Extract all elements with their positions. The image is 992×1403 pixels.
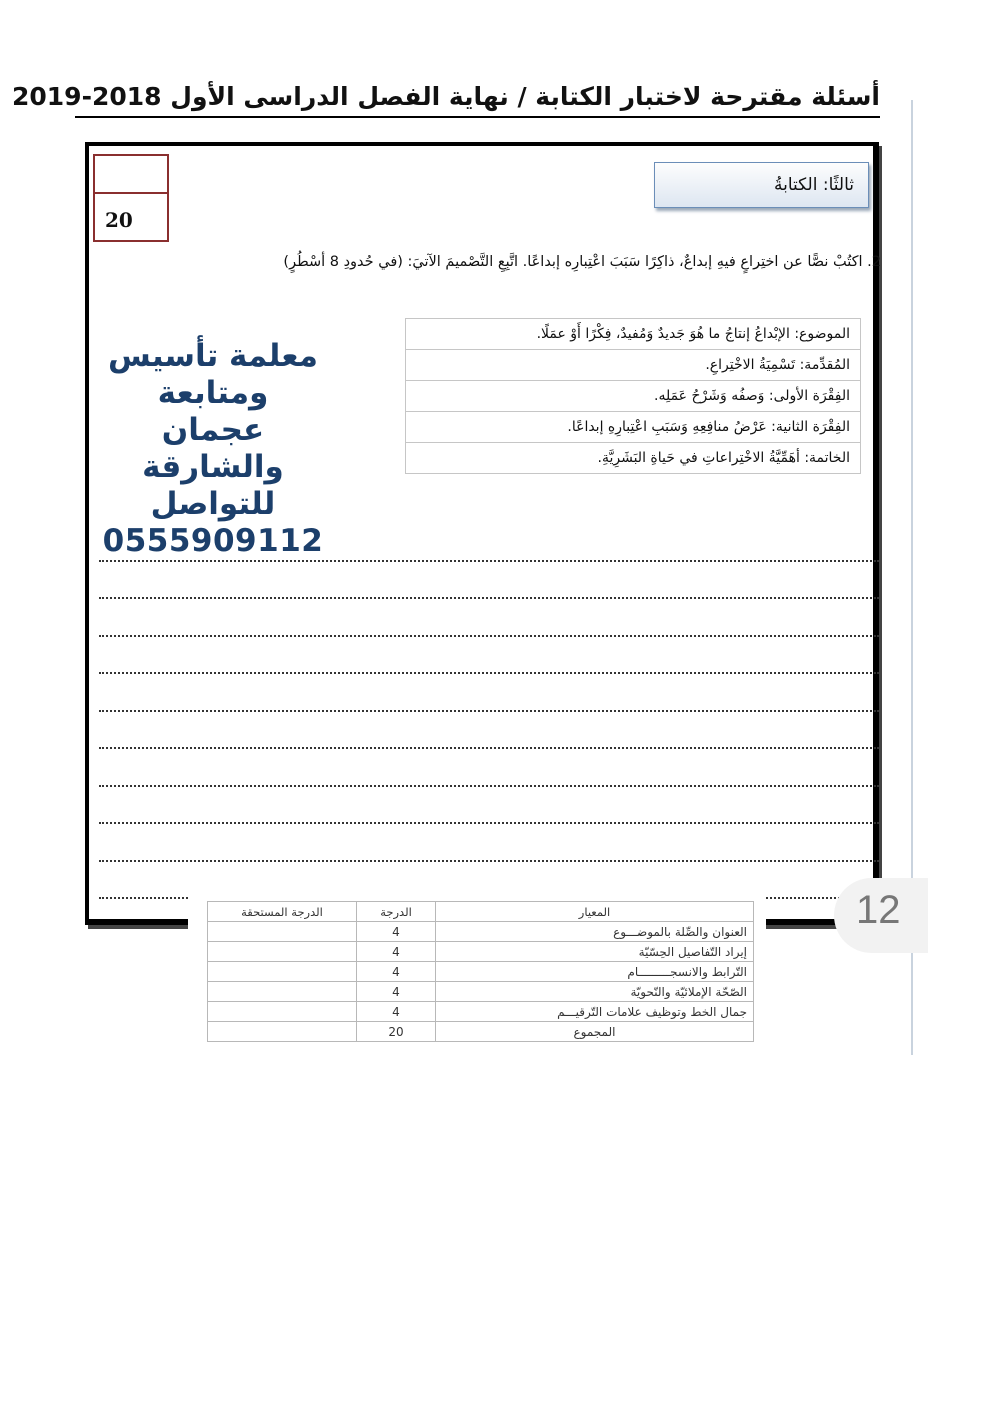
rubric-panel <box>188 884 766 1048</box>
writing-line[interactable] <box>99 824 879 862</box>
ad-line: ومتابعة <box>157 375 269 411</box>
worksheet-scan <box>85 142 879 925</box>
writing-line[interactable] <box>99 787 879 825</box>
rubric-row <box>208 982 754 1002</box>
rubric-earned[interactable] <box>208 942 357 962</box>
score-value: 20 <box>105 208 133 232</box>
rubric-header-criterion: المعيار <box>436 902 754 922</box>
page-number: 12 <box>856 888 901 932</box>
rubric-total-earned[interactable] <box>208 1022 357 1042</box>
rubric-total-label: المجموع <box>436 1022 754 1042</box>
plan-row <box>406 412 861 443</box>
plan-cell: المُقدِّمة: تَسْمِيَةُ الاخْتِراعِ. <box>406 350 861 381</box>
score-box-top <box>95 156 167 194</box>
page-title: أسئلة مقترحة لاختبار الكتابة / نهاية الفصل الدراسى الأول 2018-2019 <box>75 80 880 118</box>
writing-line[interactable] <box>99 524 879 562</box>
rubric-earned[interactable] <box>208 922 357 942</box>
rubric-row <box>208 922 754 942</box>
ad-line: معلمة تأسيس <box>108 338 318 374</box>
rubric-criterion: إيراد التّفاصيل الحِسّيّة <box>436 942 754 962</box>
plan-row <box>406 350 861 381</box>
writing-line[interactable] <box>99 637 879 675</box>
rubric-row <box>208 962 754 982</box>
section-label: ثالثًا: الكتابةُ <box>654 162 869 208</box>
ad-phone: 0555909112 <box>102 523 324 559</box>
ad-line: عجمان والشارقة <box>142 412 284 485</box>
rubric-criterion: التّرابط والانسجـــــــــام <box>436 962 754 982</box>
rubric-criterion: العنوان والصِّلة بالموضـــوع <box>436 922 754 942</box>
writing-lines <box>99 524 879 899</box>
rubric-score: 4 <box>357 1002 436 1022</box>
rubric-total-score: 20 <box>357 1022 436 1042</box>
writing-line[interactable] <box>99 599 879 637</box>
rubric-earned[interactable] <box>208 962 357 982</box>
rubric-header-score: الدرجة <box>357 902 436 922</box>
rubric-criterion: جمال الخط وتوظيف علامات التّرقيـــم <box>436 1002 754 1022</box>
rubric-criterion: الصّحّة الإملائيّة والنّحويّة <box>436 982 754 1002</box>
rubric-row <box>208 1002 754 1022</box>
writing-line[interactable] <box>99 749 879 787</box>
rubric-header-earned: الدرجة المستحقة <box>208 902 357 922</box>
rubric-score: 4 <box>357 982 436 1002</box>
rubric-earned[interactable] <box>208 982 357 1002</box>
rubric-row <box>208 942 754 962</box>
writing-line[interactable] <box>99 562 879 600</box>
plan-cell: الفِقْرَة الثانية: عَرْضُ منافِعِهِ وَسَبَبِ اعْتِبارِهِ إبداعًا. <box>406 412 861 443</box>
rubric-header-row <box>208 902 754 922</box>
rubric-earned[interactable] <box>208 1002 357 1022</box>
ad-line: للتواصل <box>150 486 276 522</box>
plan-cell: الخاتمة: أهَمِّيَّةُ الاخْتِراعاتِ في حَياةِ البَشَرِيَّةِ. <box>406 443 861 474</box>
writing-line[interactable] <box>99 712 879 750</box>
question-instruction: 2. اكتُبْ نصًّا عن اختِراعٍ فيهِ إبداعٌ، ذاكِرًا سَبَبَ اعْتِبارِه إبداعًا. اتَّبِعِ التَّصْميمَ الآتيَ: (في حُدودِ 8 أسْطُرٍ) <box>283 254 881 270</box>
rubric-score: 4 <box>357 962 436 982</box>
writing-line[interactable] <box>99 674 879 712</box>
plan-row <box>406 381 861 412</box>
essay-plan-table <box>405 318 861 474</box>
score-box <box>93 154 169 242</box>
plan-cell: الموضوع: الإبْداعُ إنتاجُ ما هُوَ جَديدٌ وَمُفيدٌ، فِكْرًا أَوْ عمَلًا. <box>406 319 861 350</box>
plan-row <box>406 443 861 474</box>
plan-row <box>406 319 861 350</box>
rubric-score: 4 <box>357 942 436 962</box>
rubric-total-row <box>208 1022 754 1042</box>
plan-cell: الفِقْرَة الأولى: وَصفُه وَشَرْحُ عَمَلِه. <box>406 381 861 412</box>
rubric-table <box>207 901 754 1042</box>
rubric-score: 4 <box>357 922 436 942</box>
